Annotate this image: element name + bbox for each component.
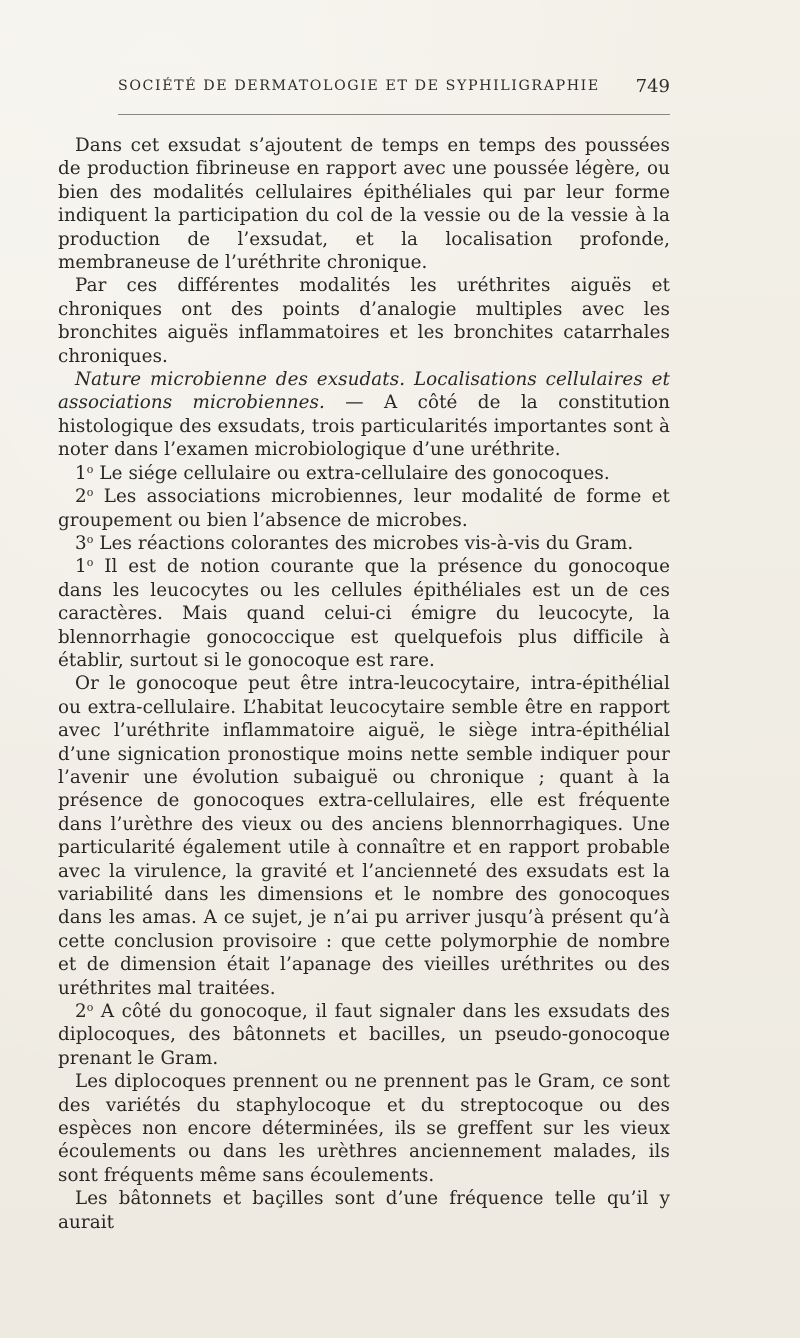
running-title: SOCIÉTÉ DE DERMATOLOGIE ET DE SYPHILIGRAPHIE <box>118 78 600 94</box>
paragraph-point-2: 2$^o$ A côté du gonocoque, il faut signaler dans les exsudats des diplocoques, des bâtonnets et bacilles, un pseudo-gonocoque prenant le Gram. <box>58 1001 670 1069</box>
paragraph-habitat: Or le gonocoque peut être intra-leucocytaire, intra-épithélial ou extra-cellulaire. L’habitat leucocytaire semble être en rapport avec l’uréthrite inflammatoire aiguë, le siège intra-épithélial d’une signication pronostique moins nette semble indiquer pour l’avenir une évolution subaiguë ou chronique ; quant à la présence de gonocoques extra-cellulaires, elle est fréquente dans l’urèthre des vieux ou des anciens blennorrhagiques. Une particularité également utile à connaître et en rapport probable avec la virulence, la gravité et l’ancienneté des exsudats est la variabilité dans les dimensions et le nombre des gonocoques dans les amas. A ce sujet, je n’ai pu arriver jusqu’à présent qu’à cette conclusion provisoire : que cette polymorphie de nombre et de dimension était l’apanage des vieilles uréthrites ou des uréthrites mal traitées. <box>58 673 670 999</box>
section-heading: Nature microbienne des exsudats. Localisations cellulaires et associations microbiennes. <box>58 369 670 414</box>
paragraph-point-1: 1$^o$ Il est de notion courante que la présence du gonocoque dans les leucocytes ou les cellules épithéliales est un de ces caractères. Mais quand celui-ci émigre du leucocyte, la blennorrhagie gonococcique est quelquefois plus difficile à établir, surtout si le gonocoque est rare. <box>58 556 670 671</box>
list-item-3: 3$^o$ Les réactions colorantes des microbes vis-à-vis du Gram. <box>75 532 634 554</box>
page-header <box>118 76 670 100</box>
page-number: 749 <box>635 76 670 97</box>
list-item-2: 2$^o$ Les associations microbiennes, leur modalité de forme et groupement ou bien l’absence de microbes. <box>58 486 670 531</box>
paragraph-nature-microbienne: Nature microbienne des exsudats. Localisations cellulaires et associations microbiennes. — A côté de la constitution histologique des exsudats, trois particularités importantes sont à noter dans l’examen microbiologique d’une uréthrite. <box>58 369 670 461</box>
paragraph-exsudat: Dans cet exsudat s’ajoutent de temps en temps des poussées de production fibrineuse en rapport avec une poussée légère, ou bien des modalités cellulaires épithéliales qui par leur forme indiquent la participation du col de la vessie ou de la vessie à la production de l’exsudat, et la localisation profonde, membraneuse de l’uréthrite chronique. <box>58 135 670 274</box>
paragraph-batonnets: Les bâtonnets et baçilles sont d’une fréquence telle qu’il y aurait <box>58 1188 670 1233</box>
paragraph-analogie: Par ces différentes modalités les uréthrites aiguës et chroniques ont des points d’analogie multiples avec les bronchites aiguës inflammatoires et les bronchites catarrhales chroniques. <box>58 275 670 367</box>
header-rule <box>118 114 670 115</box>
body-text <box>58 134 670 1234</box>
list-item-1: 1$^o$ Le siége cellulaire ou extra-cellulaire des gonocoques. <box>75 462 610 484</box>
paragraph-diplocoques: Les diplocoques prennent ou ne prennent pas le Gram, ce sont des variétés du staphylocoque et du streptocoque ou des espèces non encore déterminées, ils se greffent sur les vieux écoulements ou dans les urèthres anciennement malades, ils sont fréquents même sans écoulements. <box>58 1071 670 1186</box>
